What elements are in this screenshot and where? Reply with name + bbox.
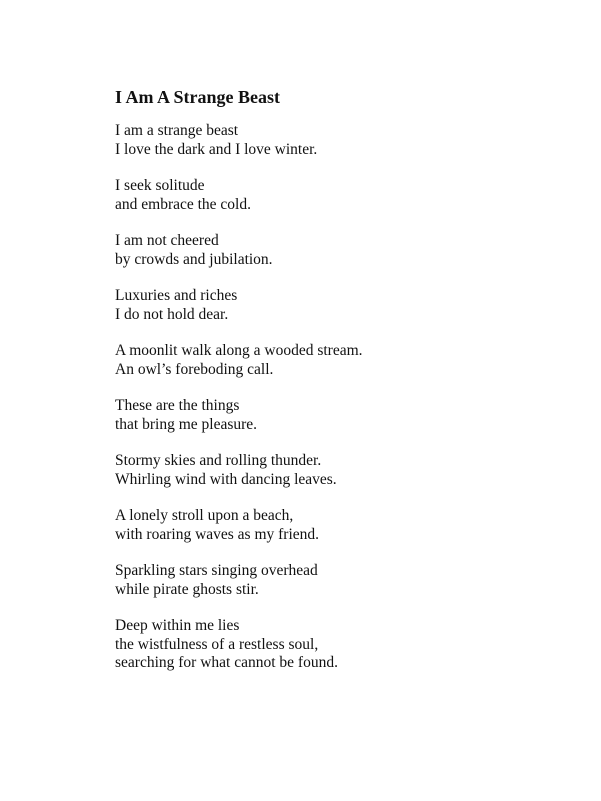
poem-line: while pirate ghosts stir. — [115, 580, 259, 598]
poem-line: Stormy skies and rolling thunder. — [115, 452, 322, 469]
stanza-7 — [115, 452, 575, 489]
poem-line: Deep within me lies — [115, 617, 240, 634]
poem-line: I am not cheered — [115, 232, 219, 249]
stanza-6 — [115, 397, 575, 434]
poem-line: Sparkling stars singing overhead — [115, 562, 318, 579]
poem-line: that bring me pleasure. — [115, 415, 258, 433]
stanza-9 — [115, 562, 575, 599]
poem-title: I Am A Strange Beast — [115, 87, 281, 107]
poem-line: I love the dark and I love winter. — [115, 140, 318, 158]
poem-line: with roaring waves as my friend. — [115, 525, 320, 543]
stanza-3 — [115, 232, 575, 269]
stanza-2 — [115, 177, 575, 214]
poem-line: An owl’s foreboding call. — [115, 360, 274, 378]
poem-line: I seek solitude — [115, 177, 205, 194]
poem-line: the wistfulness of a restless soul, — [115, 635, 319, 653]
poem-line: I am a strange beast — [115, 122, 239, 139]
poem-line: and embrace the cold. — [115, 195, 251, 213]
poem-line: These are the things — [115, 397, 240, 414]
stanza-4 — [115, 287, 575, 324]
stanza-8 — [115, 507, 575, 544]
poem-line: by crowds and jubilation. — [115, 250, 273, 268]
poem-line: Luxuries and riches — [115, 287, 238, 304]
poem-line: A lonely stroll upon a beach, — [115, 507, 294, 524]
poem-line: I do not hold dear. — [115, 305, 229, 323]
stanza-1 — [115, 122, 575, 159]
stanza-10 — [115, 617, 575, 673]
poem — [115, 86, 575, 691]
poem-line: Whirling wind with dancing leaves. — [115, 470, 337, 488]
stanza-5 — [115, 342, 575, 379]
poem-line: searching for what cannot be found. — [115, 654, 338, 671]
poem-line: A moonlit walk along a wooded stream. — [115, 342, 363, 359]
